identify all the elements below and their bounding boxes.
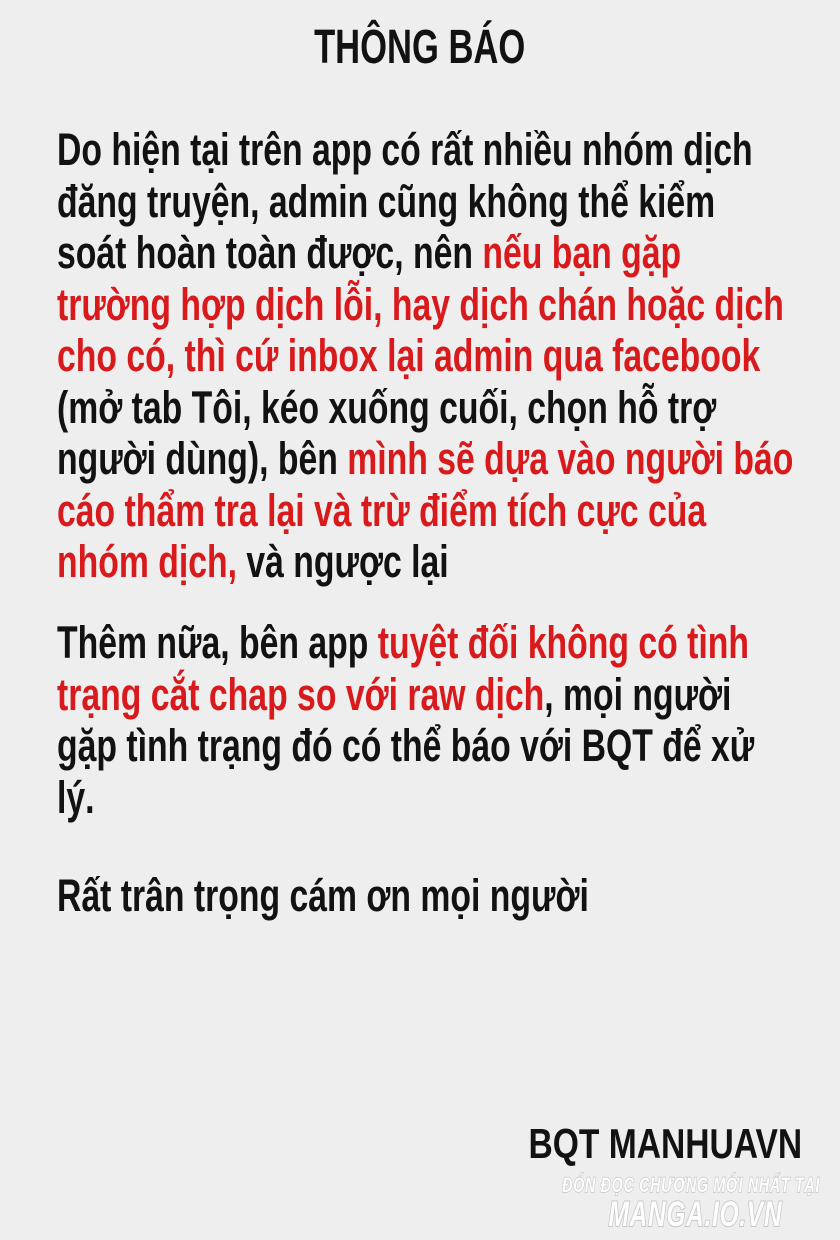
text-line (57, 669, 754, 721)
body-text: và ngược lại (237, 536, 449, 587)
signature-text: BQT MANHUAVN (528, 1120, 802, 1167)
highlighted-red-text: trạng cắt chap so với raw dịch (57, 668, 545, 720)
watermark-site-name: MANGA.IO.VN (608, 1195, 782, 1234)
text-line (57, 330, 793, 382)
text-line (57, 279, 793, 331)
body-text: Rất trân trọng cám ơn mọi người (57, 870, 589, 921)
highlighted-red-text: nếu bạn gặp (482, 227, 682, 278)
text-line (57, 382, 793, 434)
body-text: Do hiện tại trên app có rất nhiều nhóm dịch (57, 124, 753, 175)
highlighted-red-text: mình sẽ dựa vào người báo (347, 433, 794, 484)
body-text: lý. (57, 771, 95, 823)
text-line (57, 227, 793, 279)
text-line (57, 124, 793, 176)
text-line (57, 720, 754, 772)
text-line (57, 485, 793, 537)
body-text: Thêm nữa, bên app (57, 617, 378, 668)
page-title-row (0, 22, 840, 74)
watermark-tagline: ĐÓN ĐỌC CHƯƠNG MỚI NHẤT TẠI (562, 1174, 820, 1197)
text-line (57, 870, 589, 922)
body-text: gặp tình trạng đó có thể báo với BQT để xử (57, 720, 755, 771)
text-line (57, 617, 754, 669)
body-text: người dùng), bên (57, 433, 348, 484)
body-text: soát hoàn toàn được, nên (57, 227, 483, 278)
text-line (57, 433, 793, 485)
body-text: (mở tab Tôi, kéo xuống cuối, chọn hỗ trợ (57, 381, 717, 433)
highlighted-red-text: trường hợp dịch lỗi, hay dịch chán hoặc dịch (57, 278, 784, 330)
paragraph-2 (57, 617, 840, 823)
highlighted-red-text: cáo thẩm tra lại và trừ điểm tích cực của (57, 484, 707, 536)
highlighted-red-text: tuyệt đối không có tình (377, 617, 749, 668)
highlighted-red-text: cho có, thì cứ inbox lại admin qua facebook (57, 330, 761, 381)
text-line (57, 176, 793, 228)
text-line (57, 772, 754, 824)
paragraph-1 (57, 124, 840, 588)
body-text: , mọi người (544, 668, 732, 720)
highlighted-red-text: nhóm dịch, (57, 536, 237, 587)
body-text: đăng truyện, admin cũng không thể kiểm (57, 175, 716, 227)
page-title: THÔNG BÁO (314, 21, 526, 74)
paragraph-3 (57, 870, 766, 922)
text-line (57, 536, 793, 588)
